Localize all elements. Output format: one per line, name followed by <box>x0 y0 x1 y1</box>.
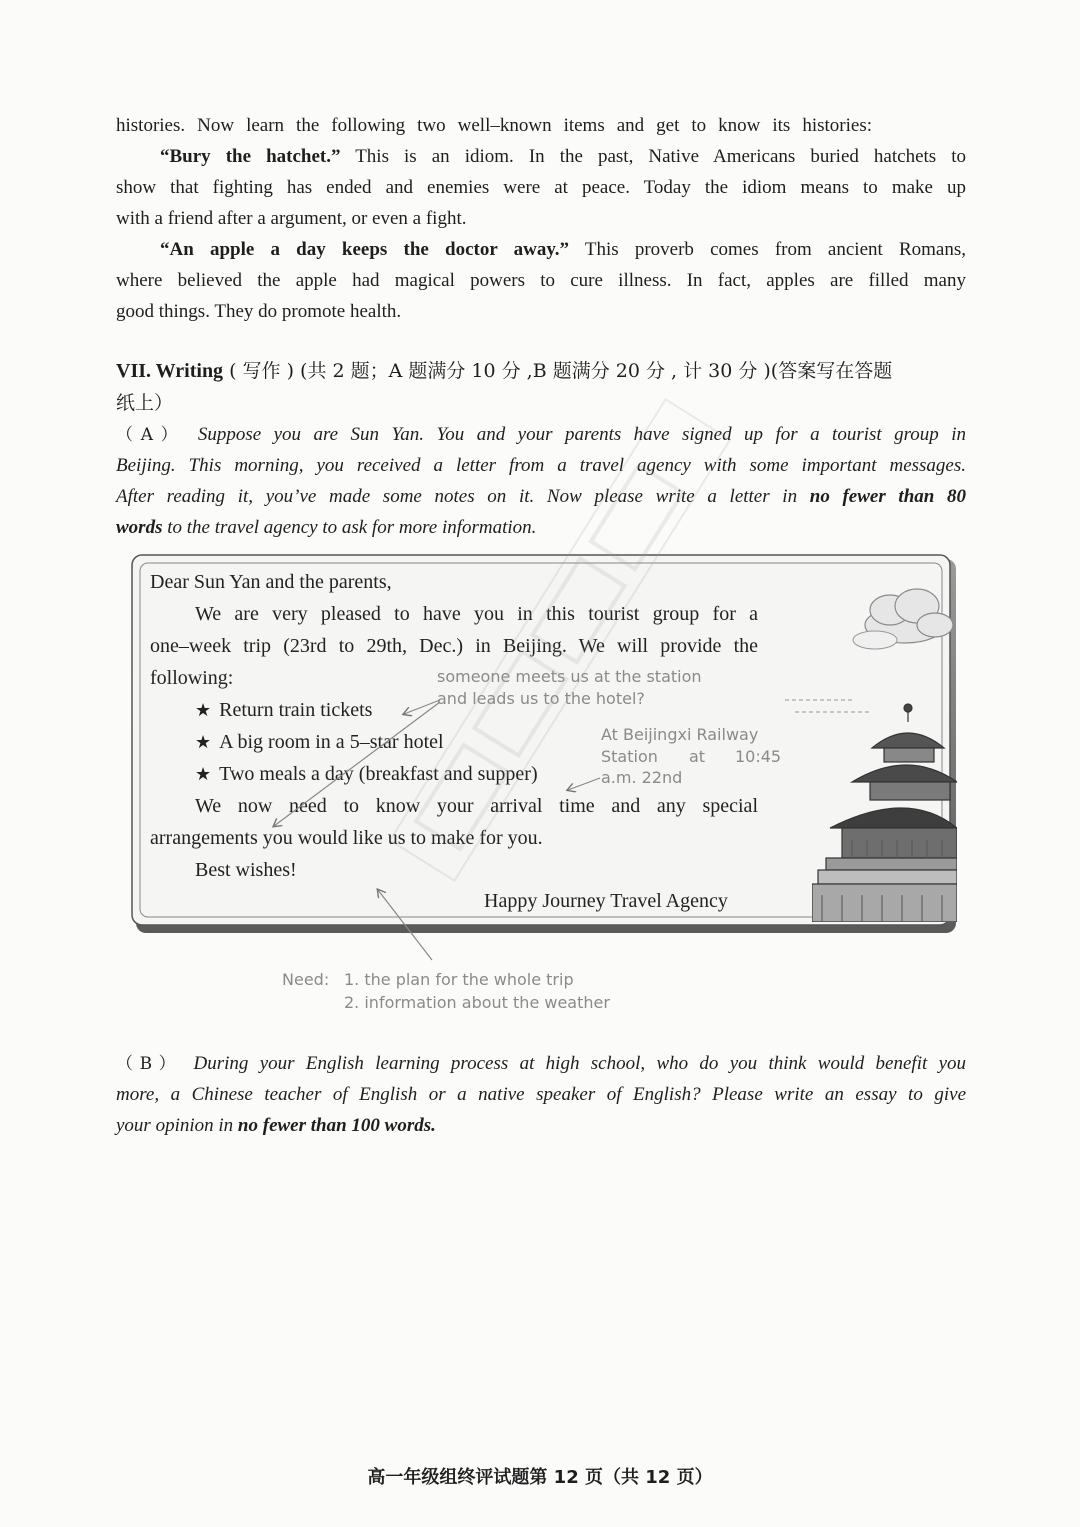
task-a-line-2: Beijing. This morning, you received a letter from a travel agency with some important messages. <box>116 455 966 476</box>
idiom-title-bury-hatchet: “Bury the hatchet.” <box>160 146 341 167</box>
task-b-text: During your English learning process at high school, who do you think would benefit you <box>193 1053 967 1074</box>
letter-greeting: Dear Sun Yan and the parents, <box>150 571 392 593</box>
task-b-line-2: more, a Chinese teacher of English or a native speaker of English? Please write an essay to give <box>116 1084 966 1105</box>
passage-text: histories. Now learn the following two well–known items and get to know its histories: <box>116 115 872 136</box>
letter-p1-line2: one–week trip (23rd to 29th, Dec.) in Beijing. We will provide the <box>150 635 758 657</box>
proverb-title-apple: “An apple a day keeps the doctor away.” <box>160 239 570 260</box>
writing-heading-cont: 纸上） <box>116 392 174 414</box>
passage-text: show that fighting has ended and enemies were at peace. Today the idiom means to make up <box>116 177 966 198</box>
section-number: VII. Writing <box>116 360 224 382</box>
note-pickup-line1: someone meets us at the station <box>437 667 702 686</box>
task-b-line-1 <box>116 1048 966 1080</box>
letter-p1-line3: following: <box>150 667 234 689</box>
star-icon: ★ <box>195 700 212 720</box>
note-arrival-line1: At Beijingxi Railway <box>601 725 759 744</box>
word-requirement: no fewer than 80 <box>809 486 966 507</box>
note-text: at <box>689 747 706 766</box>
letter-item-text: Two meals a day (breakfast and supper) <box>219 763 538 785</box>
letter-p2-line1: We now need to know your arrival time and any special <box>195 795 758 817</box>
word-requirement: words <box>116 517 163 538</box>
task-a-text: Suppose you are Sun Yan. You and your parents have signed up for a tourist group in <box>197 424 967 445</box>
task-a-text: to the travel agency to ask for more information. <box>162 517 537 538</box>
task-b-label: （B） <box>116 1054 183 1074</box>
task-a-label: （A） <box>116 425 186 445</box>
passage-text: where believed the apple had magical powers to cure illness. In fact, apples are filled many <box>116 270 966 291</box>
task-b-text: your opinion in <box>116 1115 238 1136</box>
note-text: 10:45 <box>735 747 782 766</box>
letter-closing: Best wishes! <box>195 859 297 881</box>
note-need-label: Need: <box>282 970 330 989</box>
letter-p1-line1: We are very pleased to have you in this tourist group for a <box>195 603 758 625</box>
letter-p2-line2: arrangements you would like us to make for you. <box>150 827 543 849</box>
letter-item-text: A big room in a 5–star hotel <box>219 731 444 753</box>
task-b-line-3 <box>116 1110 436 1141</box>
star-icon: ★ <box>195 764 212 784</box>
task-a-text: After reading it, you’ve made some notes on it. Now please write a letter in <box>116 486 810 507</box>
letter-item-text: Return train tickets <box>219 699 373 721</box>
passage-text: This is an idiom. In the past, Native Americans buried hatchets to <box>340 146 966 167</box>
note-text: Station <box>601 747 658 766</box>
passage-text: This proverb comes from ancient Romans, <box>569 239 966 260</box>
star-icon: ★ <box>195 732 212 752</box>
passage-text: with a friend after a argument, or even a fight. <box>116 208 467 229</box>
note-need-1: 1. the plan for the whole trip <box>344 970 574 989</box>
word-requirement: no fewer than 100 words. <box>237 1115 436 1136</box>
letter-signature: Happy Journey Travel Agency <box>484 890 728 912</box>
passage-text: good things. They do promote health. <box>116 301 402 322</box>
note-pickup-line2: and leads us to the hotel? <box>437 689 645 708</box>
section-instructions: ( 写作 ) (共 2 题；A 题满分 10 分 ,B 题满分 20 分 , 计 30 分 )(答案写在答题 <box>223 360 893 382</box>
page-footer: 高一年级组终评试题第 12 页（共 12 页） <box>367 1467 713 1488</box>
note-arrival-line3: a.m. 22nd <box>601 768 683 787</box>
note-need-2: 2. information about the weather <box>344 993 610 1012</box>
